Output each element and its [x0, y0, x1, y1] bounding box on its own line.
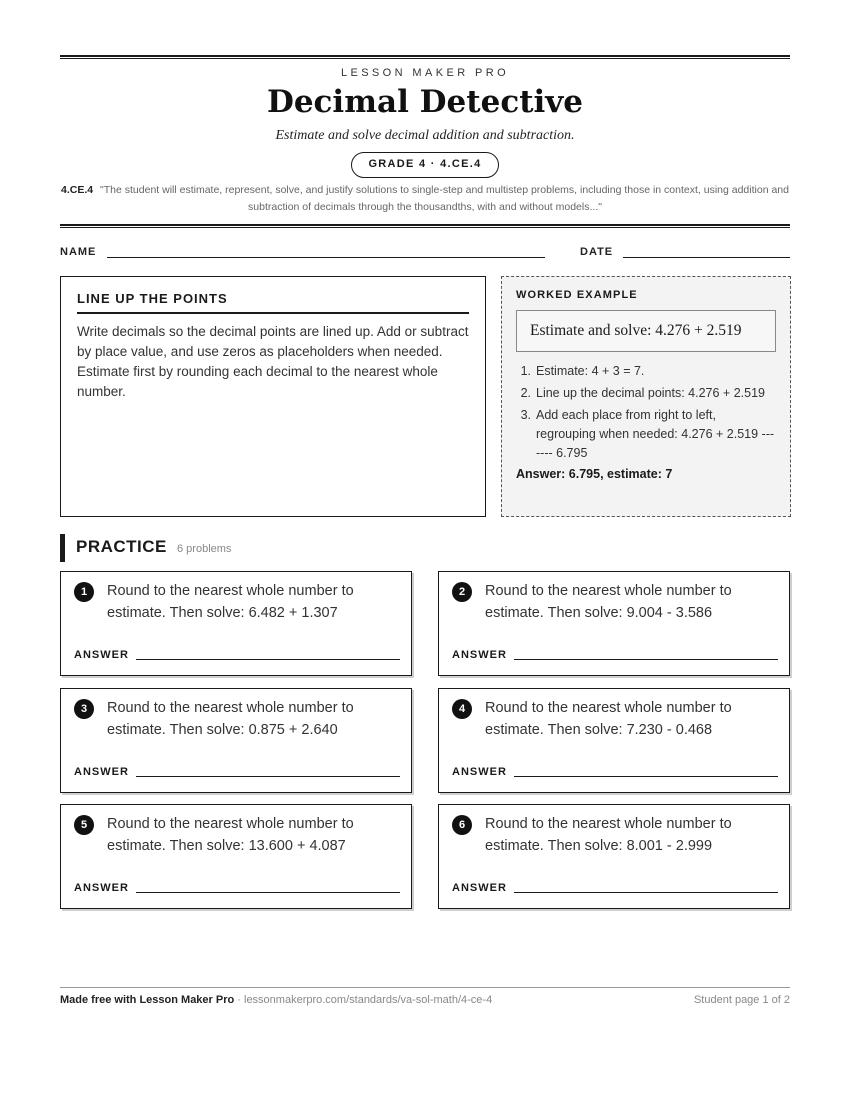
grade-badge: GRADE 4 · 4.CE.4	[351, 152, 499, 178]
problem-text: Round to the nearest whole number to estimate. Then solve: 9.004 - 3.586	[485, 583, 732, 621]
problem-card-4	[438, 688, 790, 793]
problem-card-6	[438, 804, 790, 909]
answer-field[interactable]	[514, 892, 778, 893]
problem-number-badge: 4	[452, 699, 472, 719]
answer-field[interactable]	[136, 892, 400, 893]
date-label: DATE	[580, 246, 614, 258]
problem-number-badge: 5	[74, 815, 94, 835]
problem-number-badge: 1	[74, 582, 94, 602]
worked-step	[516, 384, 776, 403]
step-text: Add each place from right to left, regrouping when needed: 4.276 + 2.519 ------- 6.795	[536, 408, 775, 460]
worked-step	[516, 362, 776, 381]
answer-field[interactable]	[136, 659, 400, 660]
brand-label: LESSON MAKER PRO	[340, 67, 510, 79]
name-field[interactable]	[107, 257, 545, 258]
problem-text: Round to the nearest whole number to estimate. Then solve: 0.875 + 2.640	[107, 700, 354, 738]
standard-code: 4.CE.4	[61, 184, 94, 196]
problem-number-badge: 6	[452, 815, 472, 835]
worked-example-box	[501, 276, 791, 517]
standard-description	[60, 182, 790, 216]
line-up-heading: LINE UP THE POINTS	[77, 291, 469, 314]
answer-label: ANSWER	[74, 766, 129, 778]
problem-number-badge: 3	[74, 699, 94, 719]
worked-example-heading: WORKED EXAMPLE	[516, 289, 638, 301]
problem-number-badge: 2	[452, 582, 472, 602]
worked-example-steps	[516, 362, 776, 463]
page-subtitle: Estimate and solve decimal addition and subtraction.	[275, 128, 575, 143]
answer-label: ANSWER	[452, 882, 507, 894]
step-number: 2.	[520, 386, 531, 400]
line-up-points-box	[60, 276, 486, 517]
footer-credit	[60, 994, 492, 1006]
worked-example-answer: Answer: 6.795, estimate: 7	[516, 467, 673, 481]
answer-label: ANSWER	[74, 649, 129, 661]
practice-accent-bar	[60, 534, 65, 562]
date-field[interactable]	[623, 257, 790, 258]
line-up-body: Write decimals so the decimal points are lined up. Add or subtract by place value, and use zeros as placeholders when needed. Estimate first by rounding each decimal to the nearest whole number.	[77, 324, 469, 399]
page-title: Decimal Detective	[266, 84, 584, 120]
problem-text: Round to the nearest whole number to estimate. Then solve: 6.482 + 1.307	[107, 583, 354, 621]
name-label: NAME	[60, 246, 97, 258]
problem-card-1	[60, 571, 412, 676]
answer-label: ANSWER	[74, 882, 129, 894]
worked-example-problem: Estimate and solve: 4.276 + 2.519	[516, 310, 776, 352]
problem-card-5	[60, 804, 412, 909]
top-double-rule	[60, 55, 790, 59]
footer-brand: Made free with Lesson Maker Pro	[60, 994, 235, 1006]
problem-card-3	[60, 688, 412, 793]
footer-rule	[60, 987, 790, 988]
step-number: 3.	[520, 408, 531, 422]
practice-heading: PRACTICE	[76, 537, 167, 556]
answer-field[interactable]	[514, 659, 778, 660]
standard-text: "The student will estimate, represent, solve, and justify solutions to single-step and multistep problems, including those in context, using addition and subtraction of decimals through the thousandths, with and without models..."	[100, 184, 789, 213]
header-bottom-rule	[60, 224, 790, 228]
problem-text: Round to the nearest whole number to estimate. Then solve: 13.600 + 4.087	[107, 816, 354, 854]
footer-page-number: Student page 1 of 2	[693, 994, 790, 1006]
answer-label: ANSWER	[452, 649, 507, 661]
step-text: Line up the decimal points: 4.276 + 2.519	[536, 386, 765, 400]
answer-field[interactable]	[514, 776, 778, 777]
step-text: Estimate: 4 + 3 = 7.	[536, 364, 645, 378]
footer-url: · lessonmakerpro.com/standards/va-sol-math/4-ce-4	[234, 994, 493, 1006]
answer-label: ANSWER	[452, 766, 507, 778]
step-number: 1.	[520, 364, 531, 378]
practice-count: 6 problems	[177, 543, 232, 555]
answer-field[interactable]	[136, 776, 400, 777]
problem-text: Round to the nearest whole number to estimate. Then solve: 8.001 - 2.999	[485, 816, 732, 854]
problem-text: Round to the nearest whole number to estimate. Then solve: 7.230 - 0.468	[485, 700, 732, 738]
worked-step	[516, 406, 776, 463]
problem-card-2	[438, 571, 790, 676]
